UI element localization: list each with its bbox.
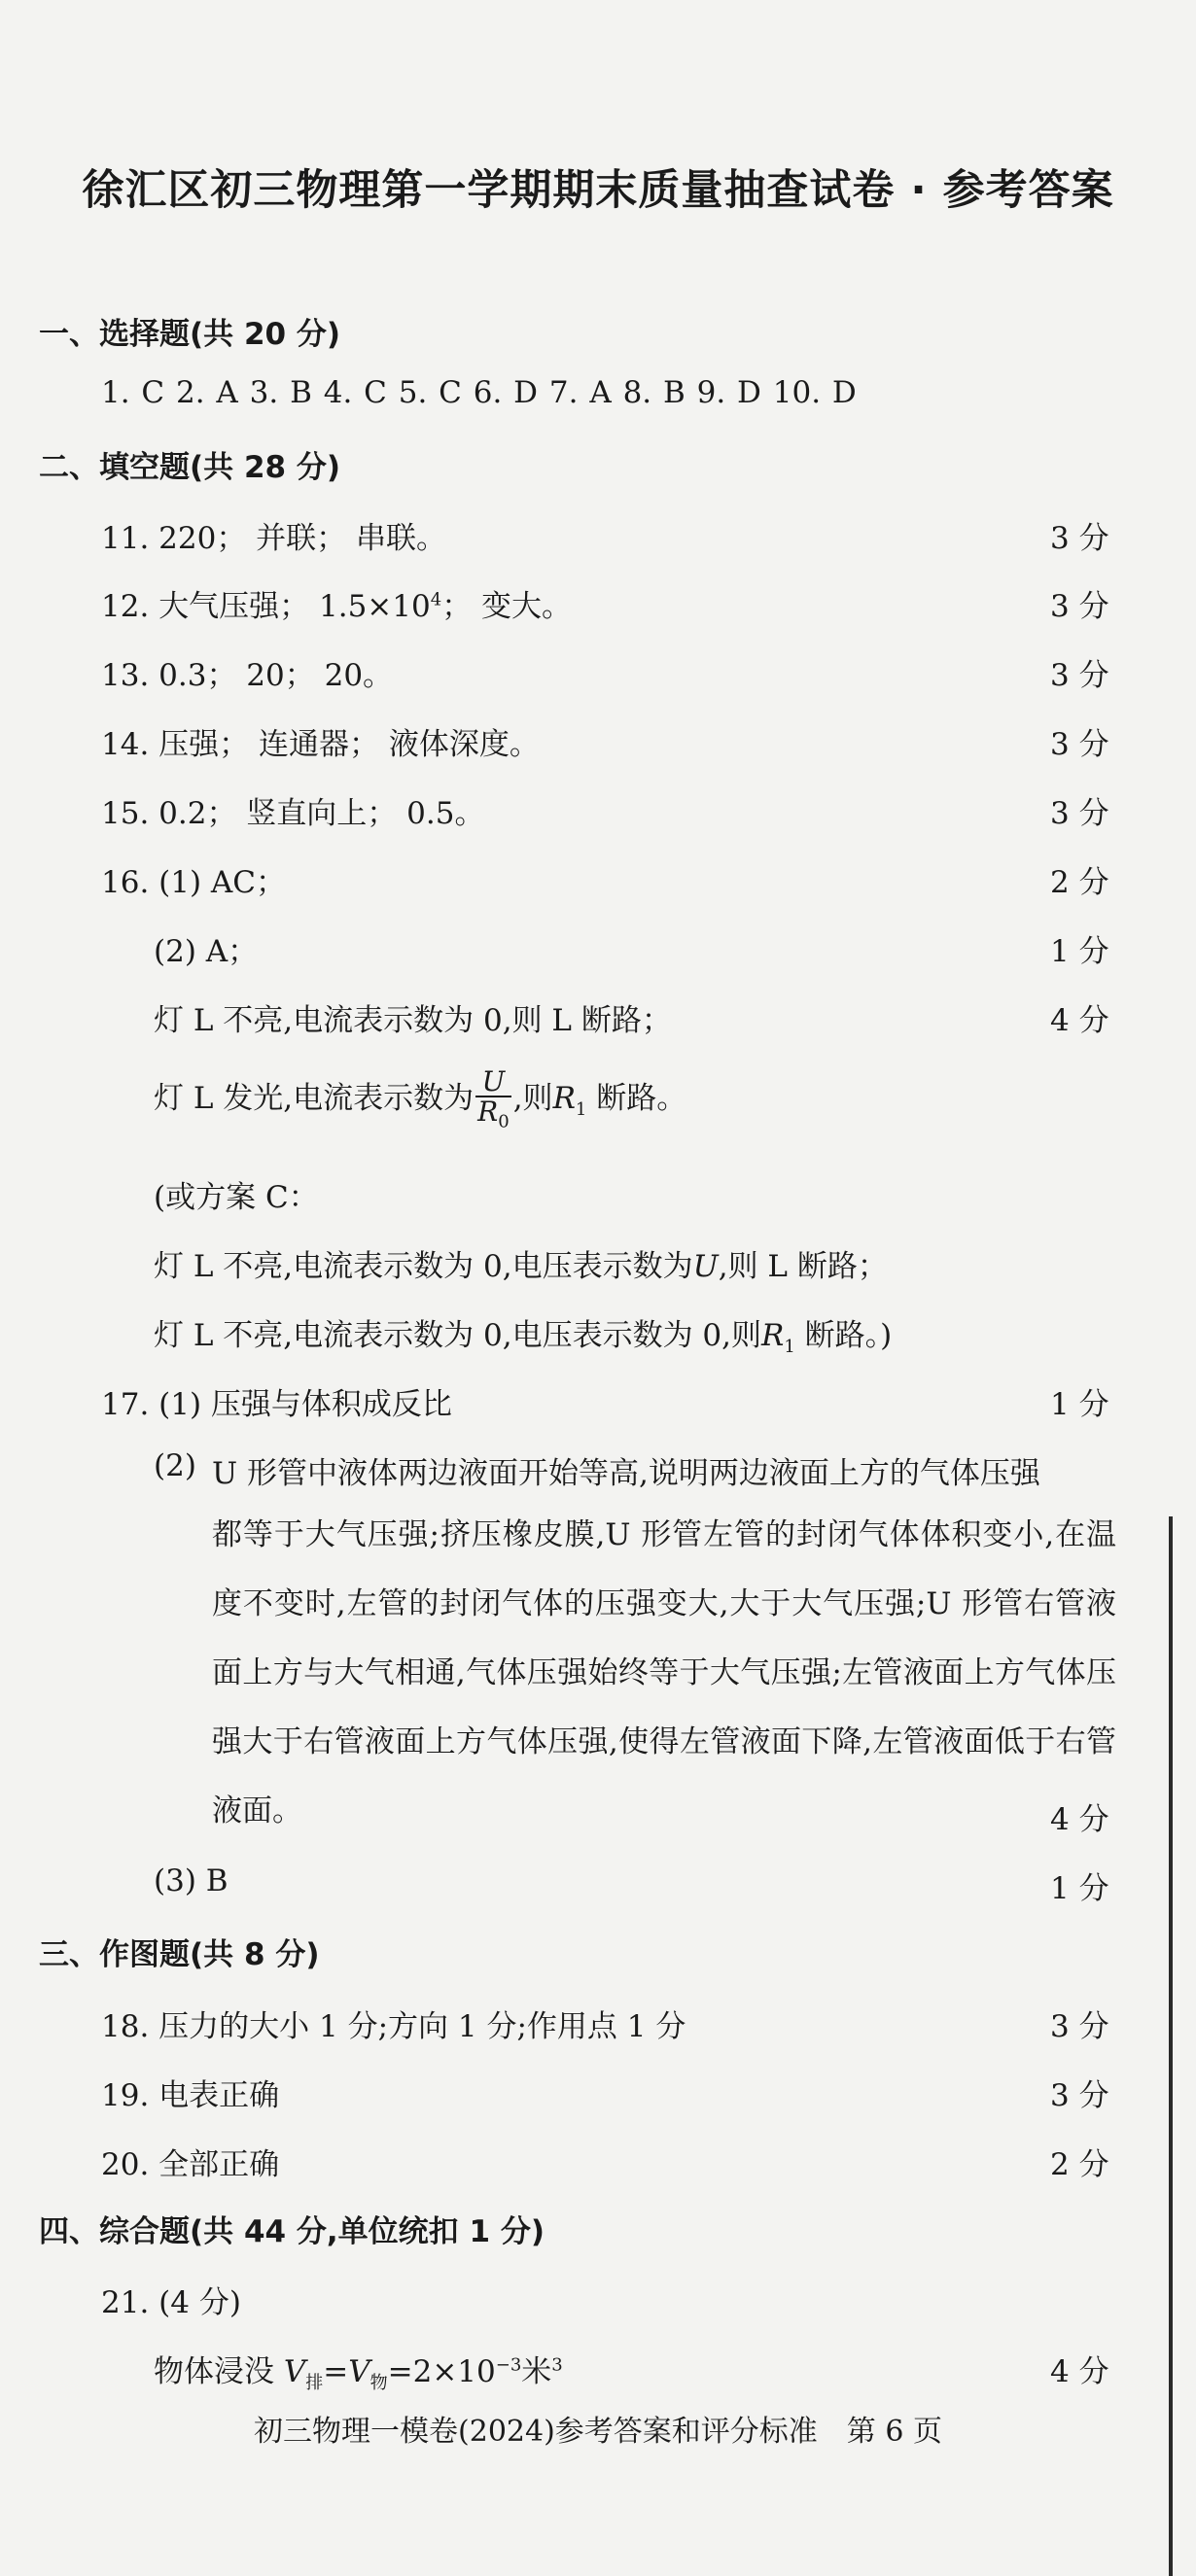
score-q18: 3 分 bbox=[1050, 2009, 1109, 2044]
answer-q13: 13. 0.3； 20； 20。 bbox=[101, 658, 394, 693]
answer-q18: 18. 压力的大小 1 分;方向 1 分;作用点 1 分 bbox=[101, 2009, 686, 2044]
fraction-u-over-r0: $\frac{U}{R_0}$ bbox=[477, 1065, 510, 1132]
score-q21: 4 分 bbox=[1050, 2354, 1109, 2389]
answer-q21-header: 21. (4 分) bbox=[101, 2285, 241, 2320]
section-heading-drawing: 三、作图题(共 8 分) bbox=[39, 1937, 320, 1972]
score-q17-3: 1 分 bbox=[1050, 1871, 1109, 1906]
answer-q19: 19. 电表正确 bbox=[101, 2078, 280, 2113]
score-q16-1: 2 分 bbox=[1050, 865, 1109, 900]
answer-q14: 14. 压强； 连通器； 液体深度。 bbox=[101, 727, 540, 762]
section-heading-synthesis: 四、综合题(共 44 分,单位统扣 1 分) bbox=[39, 2214, 545, 2249]
score-q17-2: 4 分 bbox=[1050, 1802, 1109, 1837]
answer-q17-3: (3) B bbox=[154, 1863, 229, 1898]
answer-q16-alt-2: 灯 L 不亮,电流表示数为 0,电压表示数为 0,则$R_1$ 断路。) bbox=[154, 1318, 893, 1358]
score-q17-1: 1 分 bbox=[1050, 1387, 1109, 1422]
answer-q16-4: 灯 L 发光,电流表示数为 $\frac{U}{R_0}$ ,则$R_1$ 断路。 bbox=[154, 1065, 687, 1132]
choice-answers: 1. C 2. A 3. B 4. C 5. C 6. D 7. A 8. B 9. D 10. D bbox=[101, 375, 857, 410]
answer-q16-3: 灯 L 不亮,电流表示数为 0,则 L 断路； bbox=[154, 1003, 672, 1038]
score-q15: 3 分 bbox=[1050, 796, 1109, 831]
answer-q16-2: (2) A； bbox=[154, 934, 259, 969]
score-q20: 2 分 bbox=[1050, 2147, 1109, 2182]
page-edge-shadow bbox=[1169, 1516, 1173, 2576]
page-footer: 初三物理一模卷(2024)参考答案和评分标准 第 6 页 bbox=[254, 2415, 942, 2449]
section-heading-fill: 二、填空题(共 28 分) bbox=[39, 450, 341, 485]
document-title: 徐汇区初三物理第一学期期末质量抽查试卷 · 参考答案 bbox=[82, 166, 1114, 215]
score-q13: 3 分 bbox=[1050, 658, 1109, 693]
score-q12: 3 分 bbox=[1050, 589, 1109, 624]
score-q11: 3 分 bbox=[1050, 521, 1109, 556]
answer-q21-1: 物体浸没 $V_排=V_物=2\times 10^{-3}$米$^3$ bbox=[154, 2354, 563, 2394]
answer-q16-1: 16. (1) AC； bbox=[101, 865, 287, 900]
answer-q17-1: 17. (1) 压强与体积成反比 bbox=[101, 1387, 452, 1422]
answer-q17-2-first-line: U 形管中液体两边液面开始等高,说明两边液面上方的气体压强 bbox=[212, 1456, 1040, 1491]
answer-q12: 12. 大气压强； $1.5\times 10^4$； 变大。 bbox=[101, 589, 573, 624]
answer-q20: 20. 全部正确 bbox=[101, 2147, 280, 2182]
answer-q17-2-paragraph: 都等于大气压强;挤压橡皮膜,U 形管左管的封闭气体体积变小,在温度不变时,左管的封闭气体的压强变大,大于大气压强;U 形管右管液面上方与大气相通,气体压强始终等于大气压强;左管液面上方气体压强大于右管液面上方气体压强,使得左管液面下降,左管液面低于右管液面。 bbox=[212, 1517, 1116, 1828]
score-q16-2: 1 分 bbox=[1050, 934, 1109, 969]
answer-q15: 15. 0.2； 竖直向上； 0.5。 bbox=[101, 796, 485, 831]
score-q14: 3 分 bbox=[1050, 727, 1109, 762]
score-q19: 3 分 bbox=[1050, 2078, 1109, 2113]
answer-q11: 11. 220； 并联； 串联。 bbox=[101, 521, 447, 556]
score-q16-3: 4 分 bbox=[1050, 1003, 1109, 1038]
answer-q16-alt-intro: (或方案 C： bbox=[154, 1180, 319, 1215]
answer-q16-alt-1: 灯 L 不亮,电流表示数为 0,电压表示数为U,则 L 断路； bbox=[154, 1249, 888, 1284]
section-heading-choice: 一、选择题(共 20 分) bbox=[39, 317, 341, 352]
answer-q17-2-label: (2) bbox=[154, 1448, 196, 1483]
